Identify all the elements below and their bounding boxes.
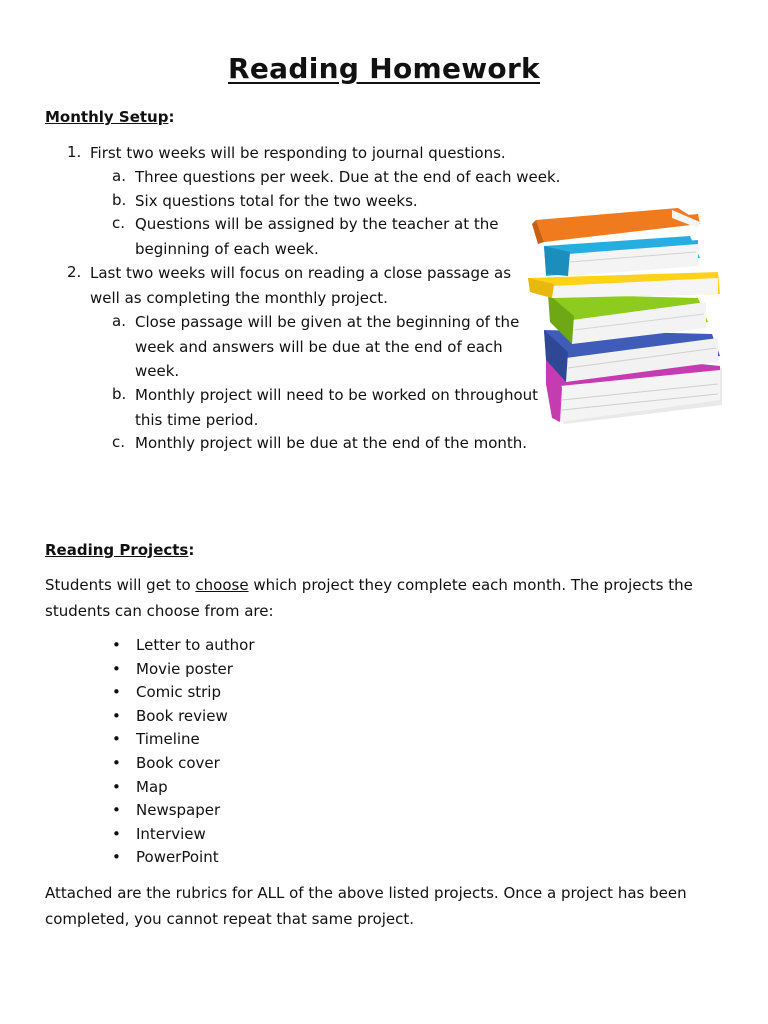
reading-projects-heading-colon: : [188,541,195,559]
list-item: • Book cover [108,752,255,776]
list-item-text: First two weeks will be responding to journal questions. [90,144,506,162]
list-item: • Interview [108,823,255,847]
reading-projects-heading-text: Reading Projects [45,541,189,559]
sub-list-letter: a. [112,167,126,185]
intro-emphasis: choose [195,576,249,594]
sub-list-item-text: Questions will be assigned by the teacher at the [135,215,499,233]
sub-list-item-text: week and answers will be due at the end of each [135,338,503,356]
project-options-list [108,634,255,870]
book-cyan [544,236,700,276]
sub-list-item-text: week. [135,362,180,380]
rubrics-note: Attached are the rubrics for ALL of the above listed projects. Once a project has been completed, you cannot repeat that same project. [45,884,687,928]
intro-text-before: Students will get to [45,576,196,594]
list-item: • Timeline [108,728,255,752]
reading-projects-intro [45,572,735,624]
list-item: • Comic strip [108,681,255,705]
list-item: • Letter to author [108,634,255,658]
list-item: • Movie poster [108,658,255,682]
list-number: 2. [67,263,82,281]
book-yellow [528,272,720,298]
sub-list-letter: b. [112,191,127,209]
list-item: • Newspaper [108,799,255,823]
sub-list-item-text: Monthly project will need to be worked on throughout [135,386,539,404]
sub-list-item-text: Monthly project will be due at the end of the month. [135,434,528,452]
list-item-text: well as completing the monthly project. [90,289,388,307]
monthly-setup-heading-text: Monthly Setup [45,108,169,126]
list-item: • PowerPoint [108,846,255,870]
stack-of-books-icon [522,200,728,424]
monthly-setup-heading [45,108,174,126]
sub-list-item-text: Six questions total for the two weeks. [135,192,418,210]
sub-list-letter: c. [112,214,126,232]
monthly-setup-heading-colon: : [168,108,175,126]
list-number: 1. [67,143,82,161]
sub-list-item-text: this time period. [135,411,259,429]
page-title: Reading Homework [228,52,540,85]
sub-list-letter: b. [112,385,127,403]
list-item-text: Last two weeks will focus on reading a close passage as [90,264,512,282]
sub-list-letter: c. [112,433,126,451]
list-item: • Book review [108,705,255,729]
sub-list-item-text: Three questions per week. Due at the end of each week. [135,168,561,186]
intro-text-after: which project they complete each month. The projects the students can choose from are: [45,576,693,620]
list-item: • Map [108,776,255,800]
sub-list-item-text: Close passage will be given at the beginning of the [135,313,520,331]
reading-projects-heading [45,541,194,559]
sub-list-letter: a. [112,312,126,330]
sub-list-item-text: beginning of each week. [135,240,319,258]
